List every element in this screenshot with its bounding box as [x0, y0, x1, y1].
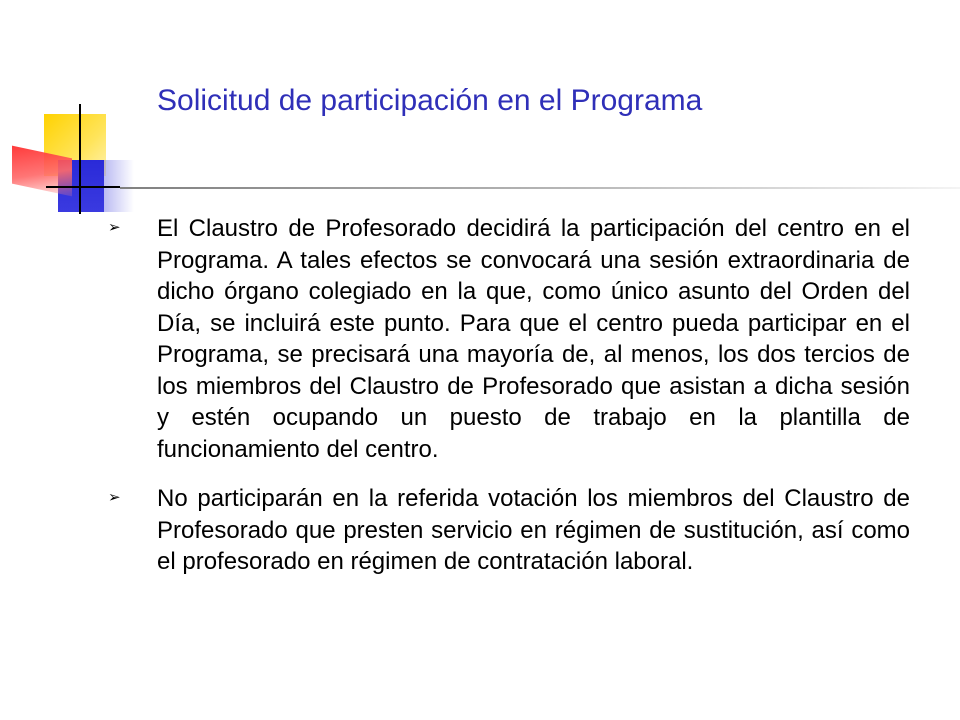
bullet-item	[108, 483, 910, 578]
corner-decoration	[0, 0, 140, 230]
vertical-divider-line	[79, 104, 81, 214]
bullet-text: No participarán en la referida votación los miembros del Claustro de Profesorado que presten servicio en régimen de sustitución, así como el profesorado en régimen de contratación laboral.	[157, 485, 910, 575]
slide-title: Solicitud de participación en el Programa	[157, 84, 703, 117]
arrowhead-bullet-icon: ➢	[108, 219, 121, 236]
bullet-text: El Claustro de Profesorado decidirá la participación del centro en el Programa. A tales efectos se convocará una sesión extraordinaria de dicho órgano colegiado en la que, como único asunto del Orden del Día, se incluirá este punto. Para que el centro pueda participar en el Programa, se precisará una mayoría de, al menos, los dos tercios de los miembros del Claustro de Profesorado que asistan a dicha sesión y estén ocupando un puesto de trabajo en la plantilla de funcionamiento del centro.	[157, 215, 910, 463]
bullet-item	[108, 213, 910, 465]
slide-body	[108, 213, 910, 596]
title-rule-black	[46, 186, 120, 188]
arrowhead-bullet-icon: ➢	[108, 489, 121, 506]
title-underline-rule	[120, 187, 960, 189]
